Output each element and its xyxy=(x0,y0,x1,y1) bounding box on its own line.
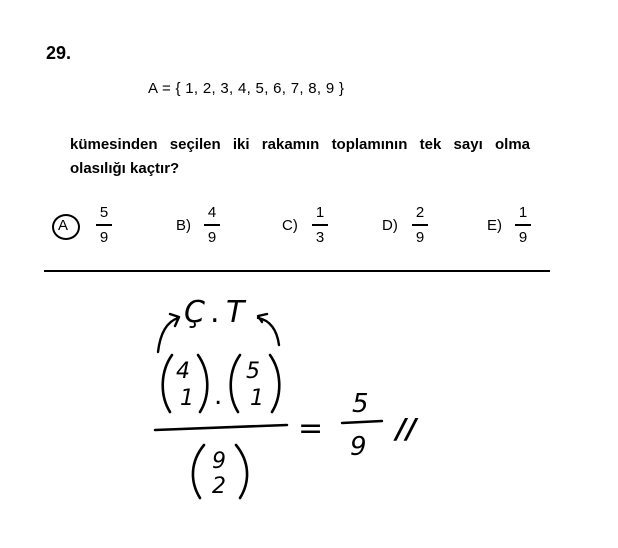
choice-e-label: E) xyxy=(487,217,502,234)
choice-c-label: C) xyxy=(282,217,298,234)
question-text: kümesinden seçilen iki rakamın toplamının tek sayı olma olasılığı kaçtır? xyxy=(70,136,530,177)
hw-label-cift: Ç xyxy=(184,295,205,330)
choice-d-numerator: 2 xyxy=(415,204,425,221)
hw-end-mark: // xyxy=(396,412,417,445)
choice-a-numerator: 5 xyxy=(99,204,109,221)
hw-binom1-top: 4 xyxy=(176,359,190,384)
choice-c-denominator: 3 xyxy=(315,228,325,246)
choice-a-denominator: 9 xyxy=(99,228,109,246)
choice-d-label: D) xyxy=(382,217,398,234)
choice-d-denominator: 9 xyxy=(415,228,425,246)
hw-binom3-bottom: 2 xyxy=(212,474,226,499)
hw-result-bar xyxy=(342,421,382,423)
choice-a-letter-text: A xyxy=(58,217,69,234)
hw-binom1-bottom: 1 xyxy=(180,386,194,411)
hw-equals: = xyxy=(298,411,324,446)
hw-label-dot: . xyxy=(210,295,220,330)
hw-result-denominator: 9 xyxy=(350,432,367,462)
hw-binom3-top: 9 xyxy=(212,449,226,474)
hw-paren xyxy=(198,355,207,412)
hw-fraction-bar xyxy=(155,425,287,430)
hw-binom2-bottom: 1 xyxy=(250,386,264,411)
hw-paren xyxy=(193,445,204,498)
choice-b-numerator: 4 xyxy=(207,204,217,221)
question-number: 29. xyxy=(46,43,72,63)
hw-paren xyxy=(270,355,279,412)
hw-paren xyxy=(231,355,240,412)
set-definition: A = { 1, 2, 3, 4, 5, 6, 7, 8, 9 } xyxy=(148,80,345,97)
choice-e-denominator: 9 xyxy=(518,228,528,246)
choice-c-numerator: 1 xyxy=(315,204,325,221)
hw-multiply-dot: . xyxy=(214,381,223,411)
choice-b-label: B) xyxy=(176,217,191,234)
hw-result-numerator: 5 xyxy=(352,389,369,419)
choice-b-denominator: 9 xyxy=(207,228,217,246)
hw-paren xyxy=(163,355,172,412)
choice-e-numerator: 1 xyxy=(518,204,528,221)
hw-binom2-top: 5 xyxy=(246,359,260,384)
hw-label-tek: T xyxy=(226,295,245,330)
hw-paren xyxy=(236,445,247,498)
